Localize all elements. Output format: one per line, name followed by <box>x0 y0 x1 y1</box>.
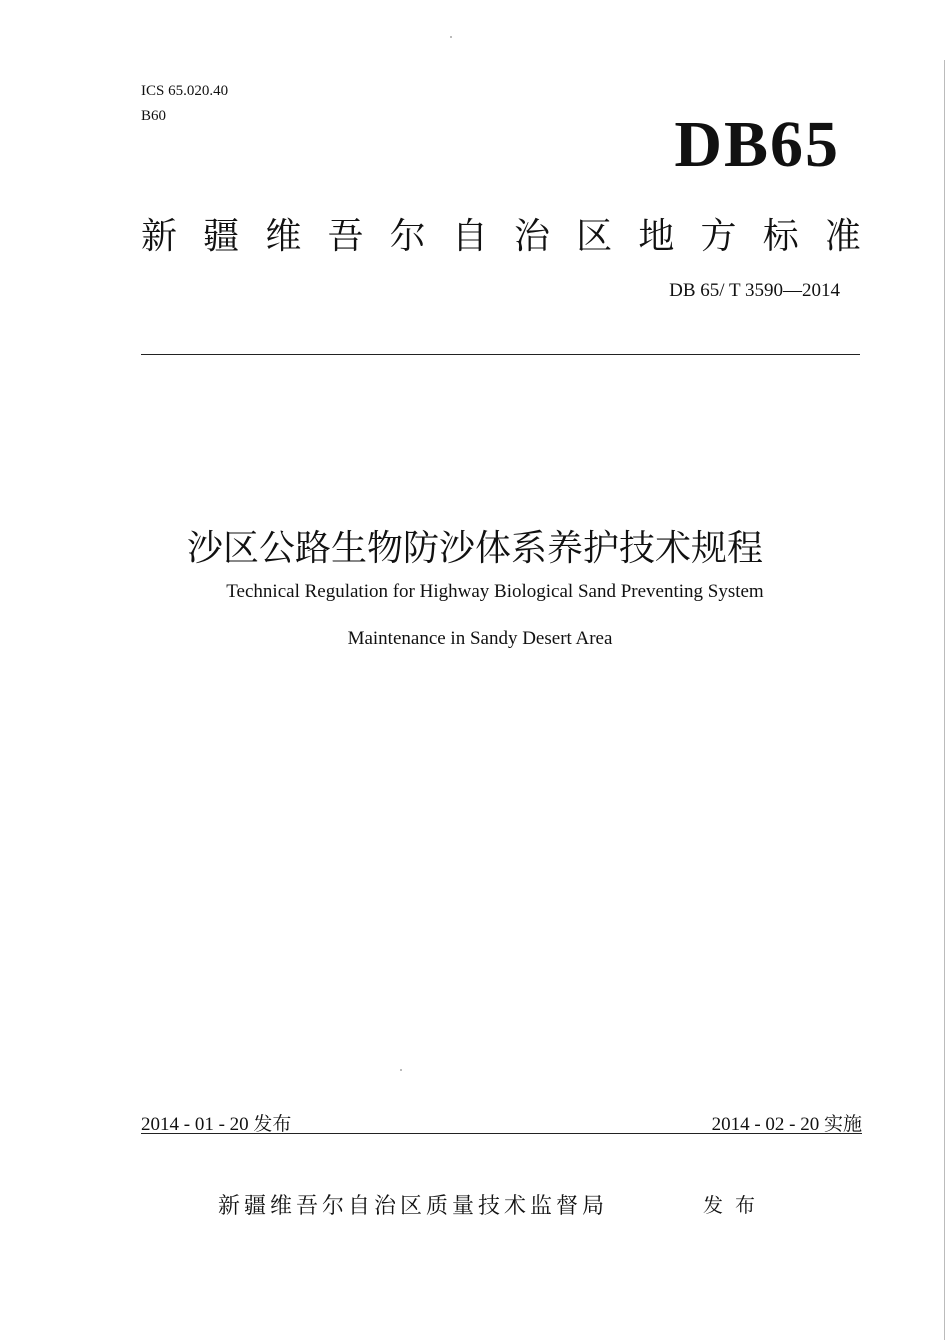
standard-type-char: 区 <box>576 216 613 257</box>
scan-speck <box>400 1069 402 1071</box>
document-title-en-line1: Technical Regulation for Highway Biological Sand Preventing System <box>226 581 764 602</box>
standard-number: DB 65/ T 3590—2014 <box>669 280 840 301</box>
standard-type-title <box>141 208 861 259</box>
standard-type-char: 新 <box>141 216 178 257</box>
classification-code: B60 <box>141 108 167 124</box>
standard-type-char: 标 <box>762 216 799 257</box>
standard-type-char: 治 <box>514 216 551 257</box>
standard-logo: DB65 <box>674 108 840 181</box>
standard-type-char: 自 <box>451 216 488 257</box>
issuing-verb: 发布 <box>703 1193 767 1217</box>
scan-edge-mark <box>944 60 945 1340</box>
standard-type-char: 维 <box>265 216 302 257</box>
document-title-zh: 沙区公路生物防沙体系养护技术规程 <box>186 528 763 569</box>
header-divider <box>141 354 860 355</box>
issuing-authority: 新疆维吾尔自治区质量技术监督局 <box>218 1194 609 1219</box>
standard-type-char: 准 <box>824 216 861 257</box>
scan-speck <box>450 36 452 38</box>
standard-type-char: 方 <box>700 216 737 257</box>
effective-date: 2014 - 02 - 20 实施 <box>711 1114 862 1135</box>
footer-divider <box>141 1133 862 1134</box>
document-title-en-line2: Maintenance in Sandy Desert Area <box>347 628 613 649</box>
publish-date: 2014 - 01 - 20 发布 <box>141 1114 292 1135</box>
standard-type-char: 疆 <box>203 216 240 257</box>
standard-type-char: 吾 <box>327 216 364 257</box>
ics-code: ICS 65.020.40 <box>141 83 229 99</box>
standard-type-char: 尔 <box>389 216 426 257</box>
standard-type-char: 地 <box>638 216 675 257</box>
